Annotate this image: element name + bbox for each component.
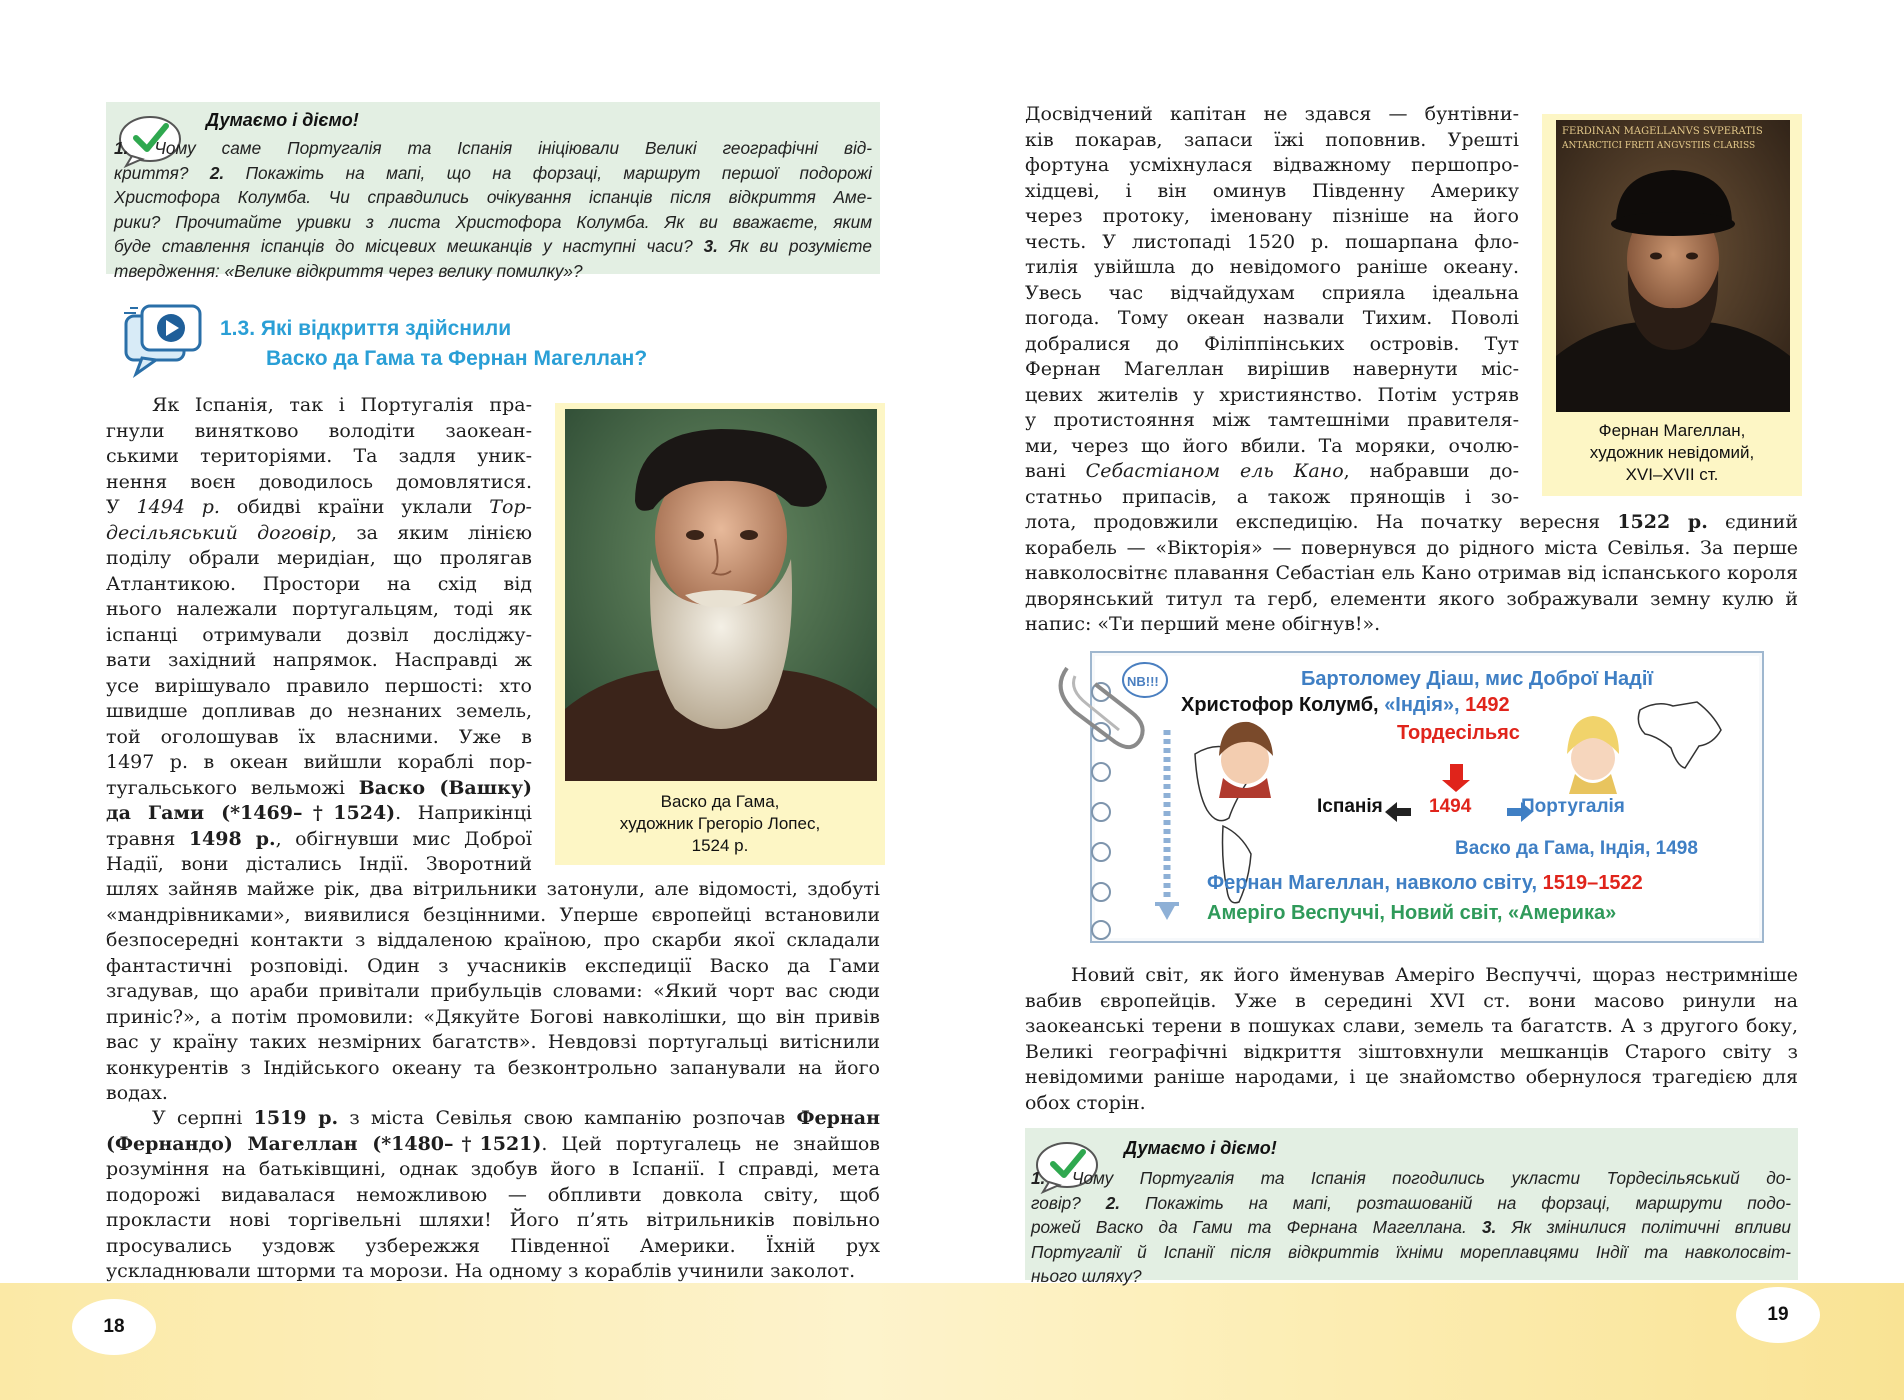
infobox-columbus-name: Христофор Колумб, — [1181, 694, 1385, 716]
think-box-line: твердження: «Велике відкриття через велику помилку»? — [114, 260, 583, 281]
text-line: ків покарав, запаси їжі поповнив. Урешті — [1025, 128, 1519, 151]
infobox-dias: Бартоломеу Діаш, мис Доброї Надії — [1301, 668, 1654, 690]
paragraph-new-world-text: Новий світ, як його йменував Амеріго Веспуччі, щораз нестримніше вабив європейців. Уже в середині XVI ст. вони масово ринули на заокеанські терени в пошуках слави, земель та багатств. А з другого боку, Великі географічні відкриття зіштовхнули мешканців Старого світу з невідомими раніше народами, і це знайомство обернулося трагедією для обох сторін. — [1025, 964, 1798, 1114]
caption-line: Фернан Магеллан, — [1598, 421, 1746, 440]
infobox-portugal: Португалія — [1521, 796, 1625, 817]
text-line: Фернан Магеллан вирішив навернути міс- — [1025, 358, 1519, 380]
vasco-da-gama-portrait — [565, 409, 877, 781]
think-box-text — [1031, 1166, 1791, 1289]
text-line: травня 1498 р., обігнувши мис Доброї — [106, 827, 532, 850]
caption-line: Васко да Гама, — [660, 792, 780, 811]
text-line: у протистояння між тамтешніми правителя- — [1025, 409, 1519, 431]
think-box-top — [106, 102, 880, 281]
paragraph-magellan-start: У серпні 1519 р. з міста Севілья свою кампанію розпочав Фернан (Фернандо) Магеллан (*1480–†1521). Цей португалець не знайшов розуміння на батьківщині, однак здобув його в Іспанії. І справді, мета подорожі видавалася неможливою — обпливти довкола світу, щоб прокласти нові торгівельні шляхи! Його п’ять вітрильників повільно просувались уздовж узбережжя Південної Америки. Їхній рух ускладнювали шторми та морози. На одному з кораблів учинили заколот. — [106, 1107, 880, 1282]
text-line: через протоку, іменовану пізніше на його — [1025, 205, 1519, 227]
think-box-line: рожей Васко да Гами та Фернана Магеллана. 3. Як змінилися політичні впливи — [1031, 1217, 1791, 1238]
think-box-line: нього шляху? — [1031, 1266, 1142, 1287]
text-line: статньо припасів, а також прянощів і зо- — [1025, 485, 1519, 508]
figure-magellan — [1542, 114, 1802, 496]
paragraph-1-narrow — [106, 393, 532, 878]
page-footer-band — [0, 1283, 1904, 1400]
caption-line: художник Грегоріо Лопес, — [619, 814, 821, 833]
text-line: Атлантикою. Простори на схід від — [106, 572, 532, 595]
think-box-line: 1. Чому Португалія та Іспанія погодились укласти Тордесільяський до- — [1031, 1168, 1791, 1188]
text-line: швидше допливав до незнаних земель, — [106, 700, 532, 722]
paragraph-right-continued: лота, продовжили експедицію. На початку вересня 1522 р. єдиний корабель — «Вікторія» — повернувся до рідного міста Севілья. За перше навколосвітнє плавання Себастіан ель Кано отримав від іспанського короля дворянський титул та герб, елементи якого зображували земну кулю й напис: «Ти перший мене обігнув!». — [1025, 511, 1798, 635]
section-title — [220, 314, 647, 374]
text-line: Як Іспанія, так і Португалія пра- — [152, 394, 532, 416]
think-box-line: буде ставлення іспанців до місцевих мешканців у наступні часи? 3. Як ви розумієте — [114, 236, 872, 257]
text-line: ми, через що його вбили. Та моряки, очолю- — [1025, 434, 1519, 457]
infobox-vespucci: Амеріго Веспуччі, Новий світ, «Америка» — [1207, 902, 1617, 924]
infobox-spain: Іспанія — [1317, 796, 1383, 817]
text-line: фортуна усміхнулася відважному першопро- — [1025, 154, 1519, 176]
text-line: хідцеві, і він оминув Південну Америку — [1025, 179, 1519, 202]
infobox-tordesillas: Тордесільяс — [1397, 722, 1520, 744]
think-box-bottom — [1025, 1128, 1798, 1287]
text-line: тугальського вельможі Васко (Вашку) — [106, 776, 532, 799]
infobox-columbus-india: «Індія», — [1384, 694, 1466, 716]
text-line: поділу обрали меридіан, що пролягав — [106, 547, 532, 569]
paragraph-right-wide — [1025, 510, 1798, 638]
infobox-columbus-year: 1492 — [1465, 694, 1510, 716]
think-box-line: Португалії й Іспанії після відкриттів їхніми мореплавцями Індії та навколосвіт- — [1031, 1241, 1791, 1262]
think-box-line: Христофора Колумба. Чи справдились очікування іспанців після відкриття Аме- — [114, 187, 872, 208]
text-line: добралися до Філіппінських островів. Тут — [1025, 332, 1519, 355]
infobox-da-gama: Васко да Гама, Індія, 1498 — [1455, 838, 1698, 859]
text-line: ськими територіями. Та задля уник- — [106, 445, 532, 467]
text-line: десільяський договір, за яким лінією — [106, 521, 532, 544]
paragraph-right-narrow — [1025, 102, 1519, 510]
figure-caption — [1542, 420, 1802, 486]
paragraph-1-wide — [106, 877, 880, 1107]
paragraph-1-continued: шлях зайняв майже рік, два вітрильники затонули, але відомості, здобуті «мандрівниками», виявилися безцінними. Уперше європейці встановили безпосередні контакти з віддаленою країною, про скарби якої складали фантастичні розповіді. Один з учасників експедиції Васко да Гами згадував, що араби привітали прибульців словами: «Який чорт вас сюди приніс?», а потім промовили: «Дякуйте Богові навколішки, що він привів вас у країну таких незмірних багатств». Невдовзі португальці витіснили конкурентів з Індійського океану та безконтрольно запанували на його водах. — [106, 878, 880, 1104]
think-box-line: 1. Чому саме Португалія та Іспанія ініціювали Великі географічні від- — [114, 138, 872, 158]
paragraph-new-world — [1025, 963, 1798, 1116]
discoveries-infobox — [1045, 650, 1769, 948]
section-title-line2: Васко да Гама та Фернан Магеллан? — [266, 347, 648, 370]
video-chat-icon — [118, 300, 206, 382]
text-line: честь. У листопаді 1520 р. пошарпана фло- — [1025, 230, 1519, 253]
portrait-inscription-1: FERDINAN MAGELLANVS SVPERATIS — [1562, 126, 1763, 137]
infobox-magellan-route: Фернан Магеллан, навколо світу, — [1207, 872, 1543, 894]
paragraph-2 — [106, 1106, 880, 1285]
infobox-magellan-years: 1519–1522 — [1542, 872, 1643, 894]
text-line: той оголошував їх власними. Уже в — [106, 725, 532, 748]
text-line: погода. Тому океан назвали Тихим. Поволі — [1025, 307, 1519, 329]
text-line: Досвідчений капітан не здався — бунтівни- — [1025, 103, 1519, 125]
text-line: 1497 р. в океан вийшли кораблі пор- — [106, 751, 532, 773]
think-box-title: Думаємо і діємо! — [206, 110, 359, 130]
think-box-line: говір? 2. Покажіть на мапі, розташованій на форзаці, маршрути подо- — [1031, 1192, 1792, 1213]
infobox-columbus — [1181, 694, 1510, 717]
text-line: цевих жителів у християнство. Потім устряв — [1025, 383, 1519, 406]
text-line: У 1494 р. обидві країни уклали Тор- — [106, 496, 532, 518]
figure-vasco-da-gama — [555, 403, 885, 865]
infobox-magellan — [1207, 872, 1643, 895]
caption-line: художник невідомий, — [1589, 443, 1755, 462]
text-line: тилія увійшла до невідомого раніше океану. — [1025, 256, 1519, 278]
text-line: нення воєн доводилось домовлятися. — [106, 470, 532, 493]
page-number-left: 18 — [72, 1299, 156, 1355]
text-line: Надії, вони дістались Індії. Зворотний — [106, 853, 532, 875]
think-box-text — [114, 136, 872, 284]
text-line: Увесь час відчайдухам сприяла ідеальна — [1025, 281, 1519, 304]
think-box-line: рики? Прочитайте уривки з листа Христофора Колумба. Як ви вважаєте, яким — [114, 211, 872, 232]
magellan-portrait — [1556, 120, 1790, 412]
text-line: да Гами (*1469–†1524). Наприкінці — [106, 802, 532, 824]
infobox-year-1494: 1494 — [1429, 796, 1472, 817]
text-line: вати західний напрямок. Насправді ж — [106, 649, 532, 671]
think-box-line: криття? 2. Покажіть на мапі, що на форзаці, маршрут першої подорожі — [114, 162, 872, 183]
figure-caption — [555, 791, 885, 857]
caption-line: 1524 р. — [691, 836, 749, 855]
text-line: іспанці отримували дозвіл досліджу- — [106, 623, 532, 646]
text-line: гнули винятково володіти заокеан- — [106, 419, 532, 442]
text-line: вані Себастіаном ель Кано, набравши до- — [1025, 460, 1519, 482]
think-box-title: Думаємо і діємо! — [1124, 1138, 1277, 1158]
text-line: усе вирішувало правило першості: хто — [106, 674, 532, 697]
caption-line: XVI–XVII ст. — [1625, 465, 1719, 484]
text-line: нього належали португальцям, тоді як — [106, 598, 532, 620]
nb-badge: NB!!! — [1127, 674, 1159, 689]
section-title-line1: 1.3. Які відкриття здійснили — [220, 317, 512, 340]
portrait-inscription-2: ANTARCTICI FRETI ANGVSTIIS CLARISS — [1562, 141, 1756, 151]
page-number-right: 19 — [1736, 1287, 1820, 1343]
